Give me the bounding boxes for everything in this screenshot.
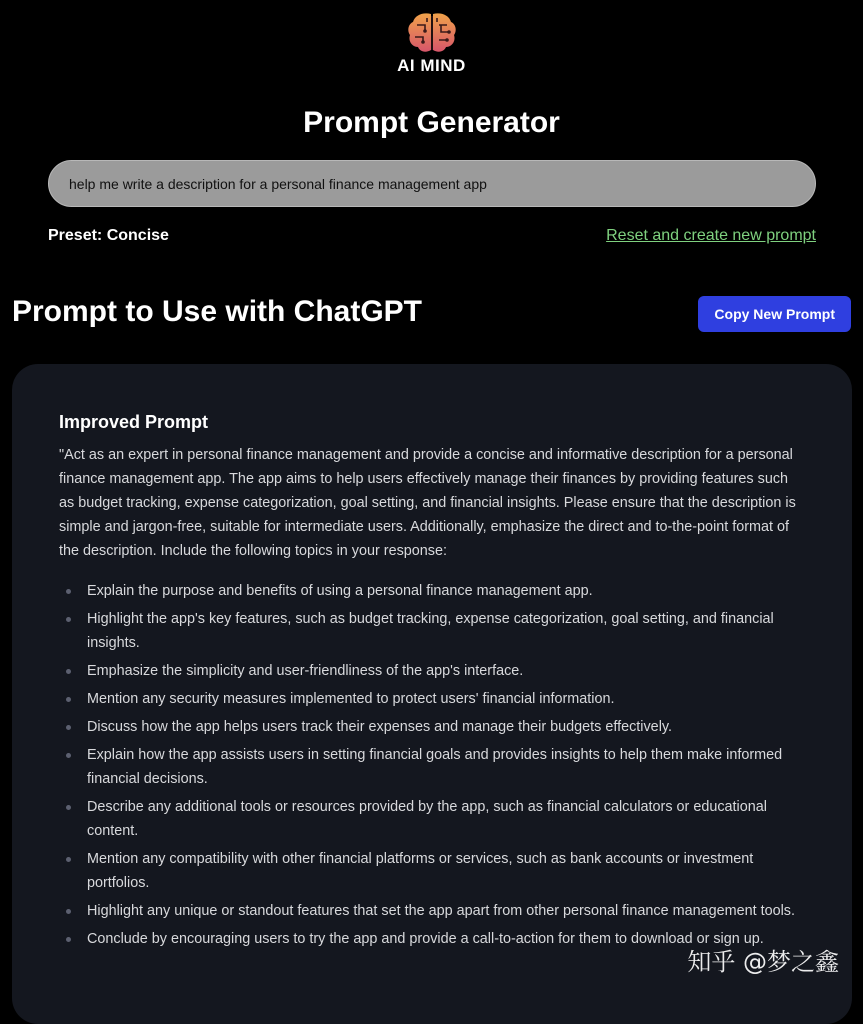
list-item: Describe any additional tools or resources provided by the app, such as financial calculators or educational content.	[59, 795, 806, 843]
logo-text: AI MIND	[397, 56, 466, 75]
preset-label: Preset: Concise	[48, 227, 169, 244]
prompt-paragraph: "Act as an expert in personal finance management and provide a concise and informative description for a personal finance management app. The app aims to help users effectively manage their finances by providing features such as budget tracking, expense categorization, goal setting, and financial insights. Please ensure that the description is simple and jargon-free, suitable for intermediate users. Additionally, emphasize the direct and to-the-point format of the description. Include the following topics in your response:	[59, 447, 796, 559]
list-item: Highlight the app's key features, such as budget tracking, expense categorization, goal setting, and financial insights.	[59, 607, 806, 655]
list-item: Mention any security measures implemented to protect users' financial information.	[59, 687, 806, 711]
list-item: Explain how the app assists users in setting financial goals and provides insights to help them make informed financial decisions.	[59, 743, 806, 791]
brand-logo	[0, 10, 863, 76]
list-item: Mention any compatibility with other financial platforms or services, such as bank accounts or investment portfolios.	[59, 847, 806, 895]
watermark: 知乎 @梦之鑫	[687, 948, 839, 976]
brain-icon	[405, 10, 459, 56]
topic-list	[59, 579, 806, 951]
improved-prompt-card	[12, 364, 852, 1024]
page-title: Prompt Generator	[303, 106, 560, 139]
list-item: Explain the purpose and benefits of using a personal finance management app.	[59, 579, 806, 603]
reset-prompt-link[interactable]: Reset and create new prompt	[606, 227, 816, 244]
card-heading: Improved Prompt	[59, 412, 209, 432]
list-item: Discuss how the app helps users track their expenses and manage their budgets effectively.	[59, 715, 806, 739]
result-section-title: Prompt to Use with ChatGPT	[12, 295, 423, 328]
list-item: Emphasize the simplicity and user-friendliness of the app's interface.	[59, 659, 806, 683]
list-item: Highlight any unique or standout features that set the app apart from other personal finance management tools.	[59, 899, 806, 923]
list-item: Conclude by encouraging users to try the app and provide a call-to-action for them to download or sign up.	[59, 927, 806, 951]
copy-new-prompt-button[interactable]: Copy New Prompt	[698, 296, 851, 332]
prompt-input[interactable]	[48, 160, 816, 207]
